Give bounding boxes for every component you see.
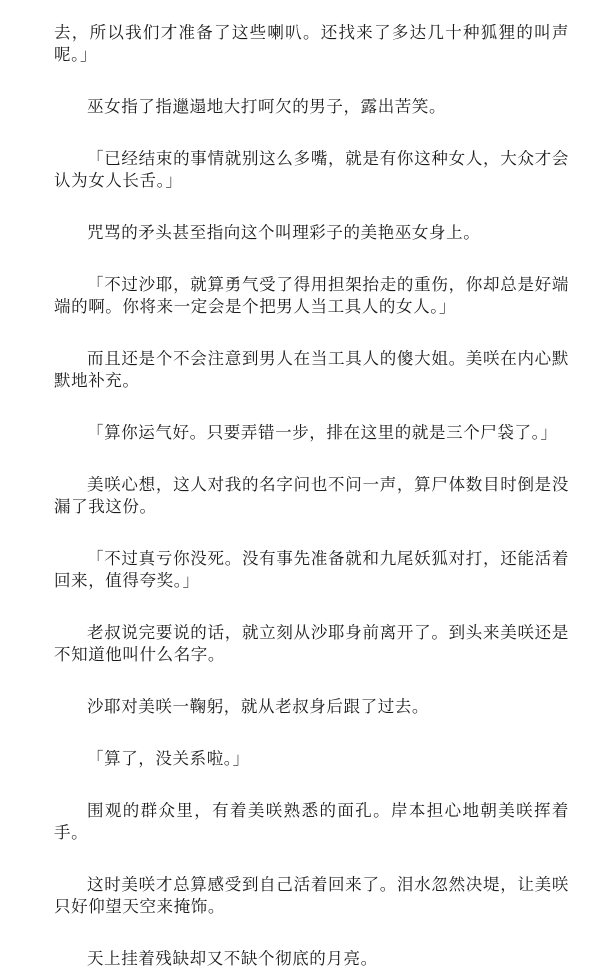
paragraph: 咒骂的矛头甚至指向这个叫理彩子的美艳巫女身上。 — [87, 223, 481, 242]
paragraph: 美咲心想，这人对我的名字问也不问一声，算尸体数目时倒是没漏了我这份。 — [54, 475, 569, 516]
paragraph: 「算了，没关系啦。」 — [87, 749, 250, 768]
paragraph: 「已经结束的事情就别这么多嘴，就是有你这种女人，大众才会认为女人长舌。」 — [54, 149, 569, 190]
paragraph: 围观的群众里，有着美咲熟悉的面孔。岸本担心地朝美咲挥着手。 — [54, 801, 569, 842]
paragraph: 天上挂着残缺却又不缺个彻底的月亮。 — [87, 949, 378, 968]
paragraph: 这时美咲才总算感受到自己活着回来了。泪水忽然决堤，让美咲只好仰望天空来掩饰。 — [54, 875, 569, 916]
paragraph: 去，所以我们才准备了这些喇叭。还找来了多达几十种狐狸的叫声呢。」 — [54, 23, 569, 64]
paragraph: 「不过真亏你没死。没有事先准备就和九尾妖狐对打，还能活着回来，值得夸奖。」 — [54, 549, 569, 590]
paragraph: 「算你运气好。只要弄错一步，排在这里的就是三个尸袋了。」 — [87, 423, 558, 442]
paragraph: 「不过沙耶，就算勇气受了得用担架抬走的重伤，你却总是好端端的啊。你将来一定会是个把男人当工具人的女人。」 — [54, 275, 569, 316]
paragraph: 老叔说完要说的话，就立刻从沙耶身前离开了。到头来美咲还是不知道他叫什么名字。 — [54, 623, 569, 664]
paragraph: 沙耶对美咲一鞠躬，就从老叔身后跟了过去。 — [87, 697, 429, 716]
paragraph: 巫女指了指邋遢地大打呵欠的男子，露出苦笑。 — [87, 97, 447, 116]
paragraph: 而且还是个不会注意到男人在当工具人的傻大姐。美咲在内心默默地补充。 — [54, 349, 569, 390]
